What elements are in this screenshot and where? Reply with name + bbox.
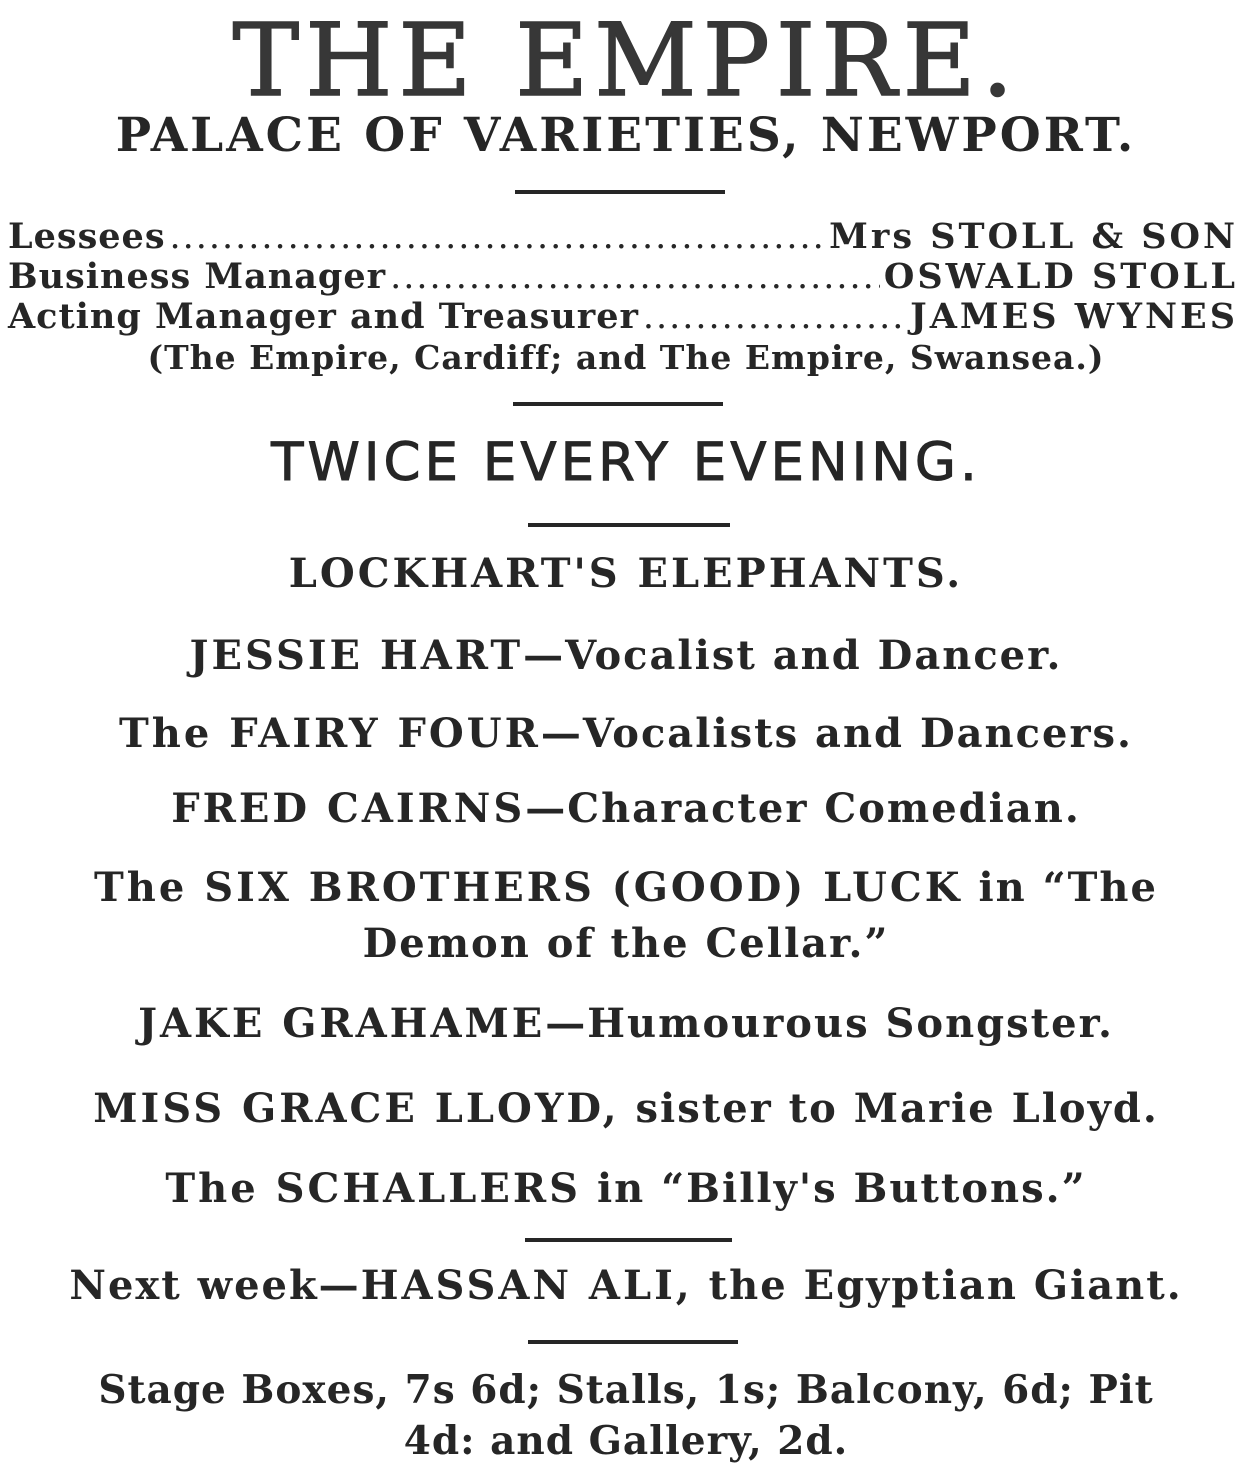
- act-name: JAKE GRAHAME: [138, 1000, 546, 1047]
- staff-role: Acting Manager and Treasurer: [8, 296, 639, 337]
- act-name: The SIX BROTHERS (GOOD) LUCK: [94, 864, 963, 911]
- divider-rule: [528, 523, 730, 527]
- act-line: [0, 710, 1252, 757]
- next-week-prefix: Next week—: [69, 1262, 361, 1309]
- act-line: [0, 632, 1252, 679]
- staff-name: JAMES WYNES: [910, 296, 1238, 337]
- staff-row-lessees: [8, 216, 1238, 257]
- act-name: The FAIRY FOUR: [119, 710, 541, 757]
- act-description: —Character Comedian.: [525, 785, 1081, 832]
- act-description: —Vocalists and Dancers.: [540, 710, 1133, 757]
- divider-rule: [528, 1340, 738, 1344]
- schedule-heading: TWICE EVERY EVENING.: [271, 432, 981, 493]
- staff-row-business-manager: [8, 256, 1238, 297]
- ad-subtitle: PALACE OF VARIETIES, NEWPORT.: [115, 108, 1137, 163]
- divider-rule: [525, 1238, 732, 1242]
- act-line: [0, 1165, 1252, 1212]
- act-line-continued: [0, 920, 1252, 967]
- act-line: [0, 1000, 1252, 1047]
- next-week-name: HASSAN ALI,: [360, 1262, 693, 1309]
- divider-rule: [513, 402, 723, 406]
- prices-line-1: Stage Boxes, 7s 6d; Stalls, 1s; Balcony, 6d; Pit: [98, 1367, 1154, 1413]
- leader-dots: [390, 257, 880, 297]
- act-description: Demon of the Cellar.”: [362, 920, 890, 967]
- divider-rule: [515, 190, 725, 194]
- act-line: [0, 864, 1252, 911]
- act-description: in “Billy's Buttons.”: [581, 1165, 1087, 1212]
- staff-note: (The Empire, Cardiff; and The Empire, Swansea.): [147, 338, 1105, 377]
- act-line: [0, 785, 1252, 832]
- staff-role: Lessees: [8, 216, 166, 257]
- act-line: [0, 1085, 1252, 1132]
- act-name: JESSIE HART: [189, 632, 524, 679]
- ad-title: THE EMPIRE.: [232, 2, 1020, 119]
- act-name: FRED CAIRNS: [171, 785, 526, 832]
- next-week-line: [0, 1262, 1252, 1309]
- next-week-description: the Egyptian Giant.: [692, 1262, 1183, 1309]
- act-description: —Vocalist and Dancer.: [523, 632, 1063, 679]
- act-name: The SCHALLERS: [165, 1165, 582, 1212]
- act-description: —Humourous Songster.: [545, 1000, 1114, 1047]
- act-line: [0, 550, 1252, 597]
- staff-row-acting-manager: [8, 296, 1238, 337]
- act-name: MISS GRACE LLOYD,: [93, 1085, 620, 1132]
- act-description: in “The: [962, 864, 1158, 911]
- staff-name: Mrs STOLL & SON: [829, 216, 1238, 257]
- staff-name: OSWALD STOLL: [883, 256, 1238, 297]
- prices-line-2: 4d: and Gallery, 2d.: [403, 1418, 849, 1464]
- leader-dots: [643, 297, 906, 337]
- act-name: LOCKHART'S ELEPHANTS.: [288, 550, 964, 597]
- leader-dots: [170, 217, 826, 257]
- staff-role: Business Manager: [8, 256, 387, 297]
- act-description: sister to Marie Lloyd.: [619, 1085, 1159, 1132]
